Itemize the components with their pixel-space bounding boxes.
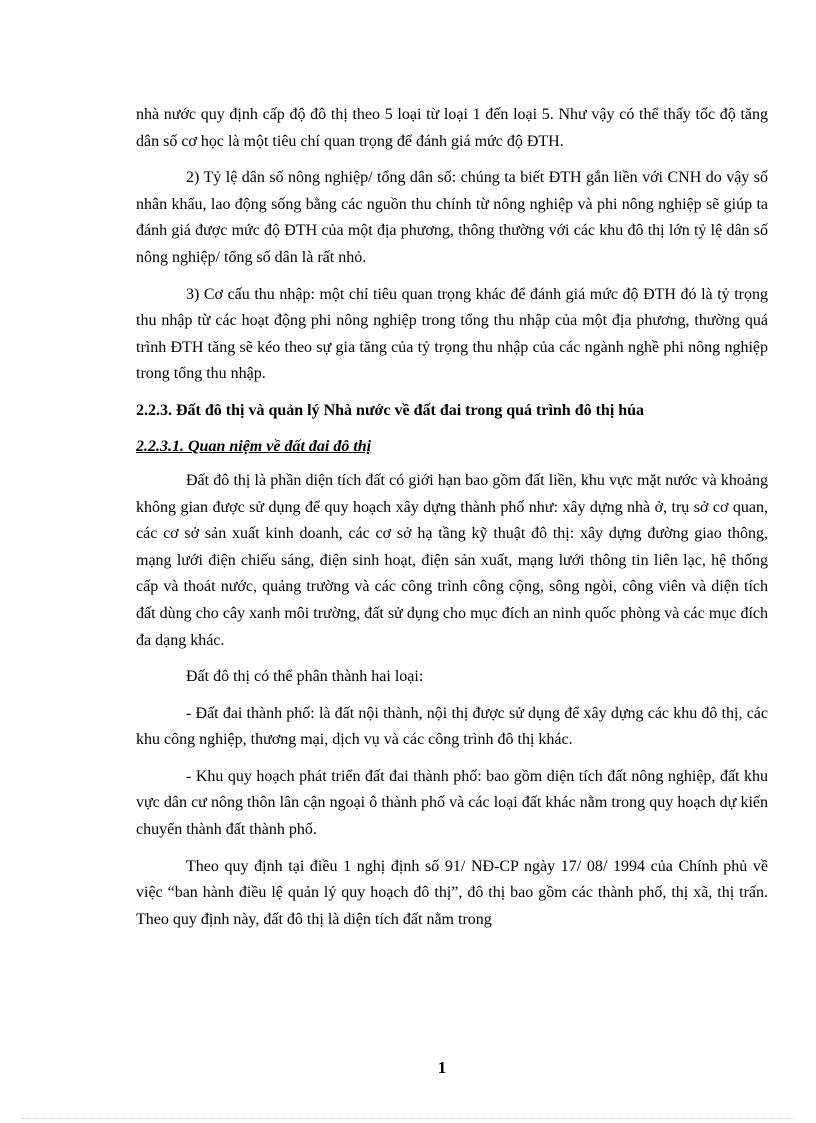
paragraph-criterion-3: 3) Cơ cấu thu nhập: một chỉ tiêu quan trọng khác để đánh giá mức độ ĐTH đó là tỷ trọng thu nhập từ các hoạt động phi nông nghiệp trong tổng thu nhập của một địa phương, thường quá trình ĐTH tăng sẽ kéo theo sự gia tăng của tỷ trọng thu nhập của các ngành nghề phi nông nghiệp trong tổng thu nhập. xyxy=(136,285,768,383)
section-heading: 2.2.3. Đất đô thị và quản lý Nhà nước về đất đai trong quá trình đô thị húa xyxy=(136,401,645,419)
document-page xyxy=(136,102,768,943)
paragraph-continuation: nhà nước quy định cấp độ đô thị theo 5 loại từ loại 1 đến loại 5. Như vậy có thể thấy tốc độ tăng dân số cơ học là một tiêu chí quan trọng để đánh giá mức độ ĐTH. xyxy=(136,106,768,150)
paragraph-urban-land-definition: Đất đô thị là phần diện tích đất có giới hạn bao gồm đất liền, khu vực mặt nước và khoảng không gian được sử dụng để quy hoạch xây dựng thành phố như: xây dựng nhà ở, trụ sở cơ quan, các cơ sở sản xuất kinh doanh, các cơ sở hạ tầng kỹ thuật đô thị: xây dựng đường giao thông, mạng lưới điện chiếu sáng, điện sinh hoạt, điện sản xuất, mạng lưới thông tin liên lạc, hệ thống cấp và thoát nước, quảng trường và các công trình công cộng, sông ngòi, công viên và diện tích đất dùng cho cây xanh môi trường, đất sử dụng cho mục đích an ninh quốc phòng và các mục đích đa dạng khác. xyxy=(136,471,768,649)
page-bottom-divider xyxy=(22,1118,794,1119)
list-item-development-zone: - Khu quy hoạch phát triển đất đai thành phố: bao gồm diện tích đất nông nghiệp, đất khu vực dân cư nông thôn lân cận ngoại ô thành phố và các loại đất khác nằm trong quy hoạch dự kiến chuyển thành đất thành phố. xyxy=(136,767,768,839)
list-item-city-land: - Đất đai thành phố: là đất nội thành, nội thị được sử dụng để xây dựng các khu đô thị, các khu công nghiệp, thương mại, dịch vụ và các công trình đô thị khác. xyxy=(136,704,768,749)
subsection-heading: 2.2.3.1. Quan niệm về đất đai đô thị xyxy=(136,437,372,455)
paragraph-classification-intro: Đất đô thị có thể phân thành hai loại: xyxy=(186,668,424,686)
page-number: 1 xyxy=(437,1058,447,1077)
paragraph-criterion-2: 2) Tỷ lệ dân số nông nghiệp/ tổng dân số: chúng ta biết ĐTH gắn liền với CNH do vậy số nhân khẩu, lao động sống bằng các nguồn thu chính từ nông nghiệp và phi nông nghiệp sẽ giúp ta đánh giá được mức độ ĐTH của một địa phương, thông thường với các khu đô thị lớn tỷ lệ dân số nông nghiệp/ tổng số dân là rất nhỏ. xyxy=(136,169,768,266)
paragraph-decree-91: Theo quy định tại điều 1 nghị định số 91/ NĐ-CP ngày 17/ 08/ 1994 của Chính phủ về việc “ban hành điều lệ quản lý quy hoạch đô thị”, đô thị bao gồm các thành phố, thị xã, thị trấn. Theo quy định này, đất đô thị là diện tích đất nằm trong xyxy=(136,857,768,928)
